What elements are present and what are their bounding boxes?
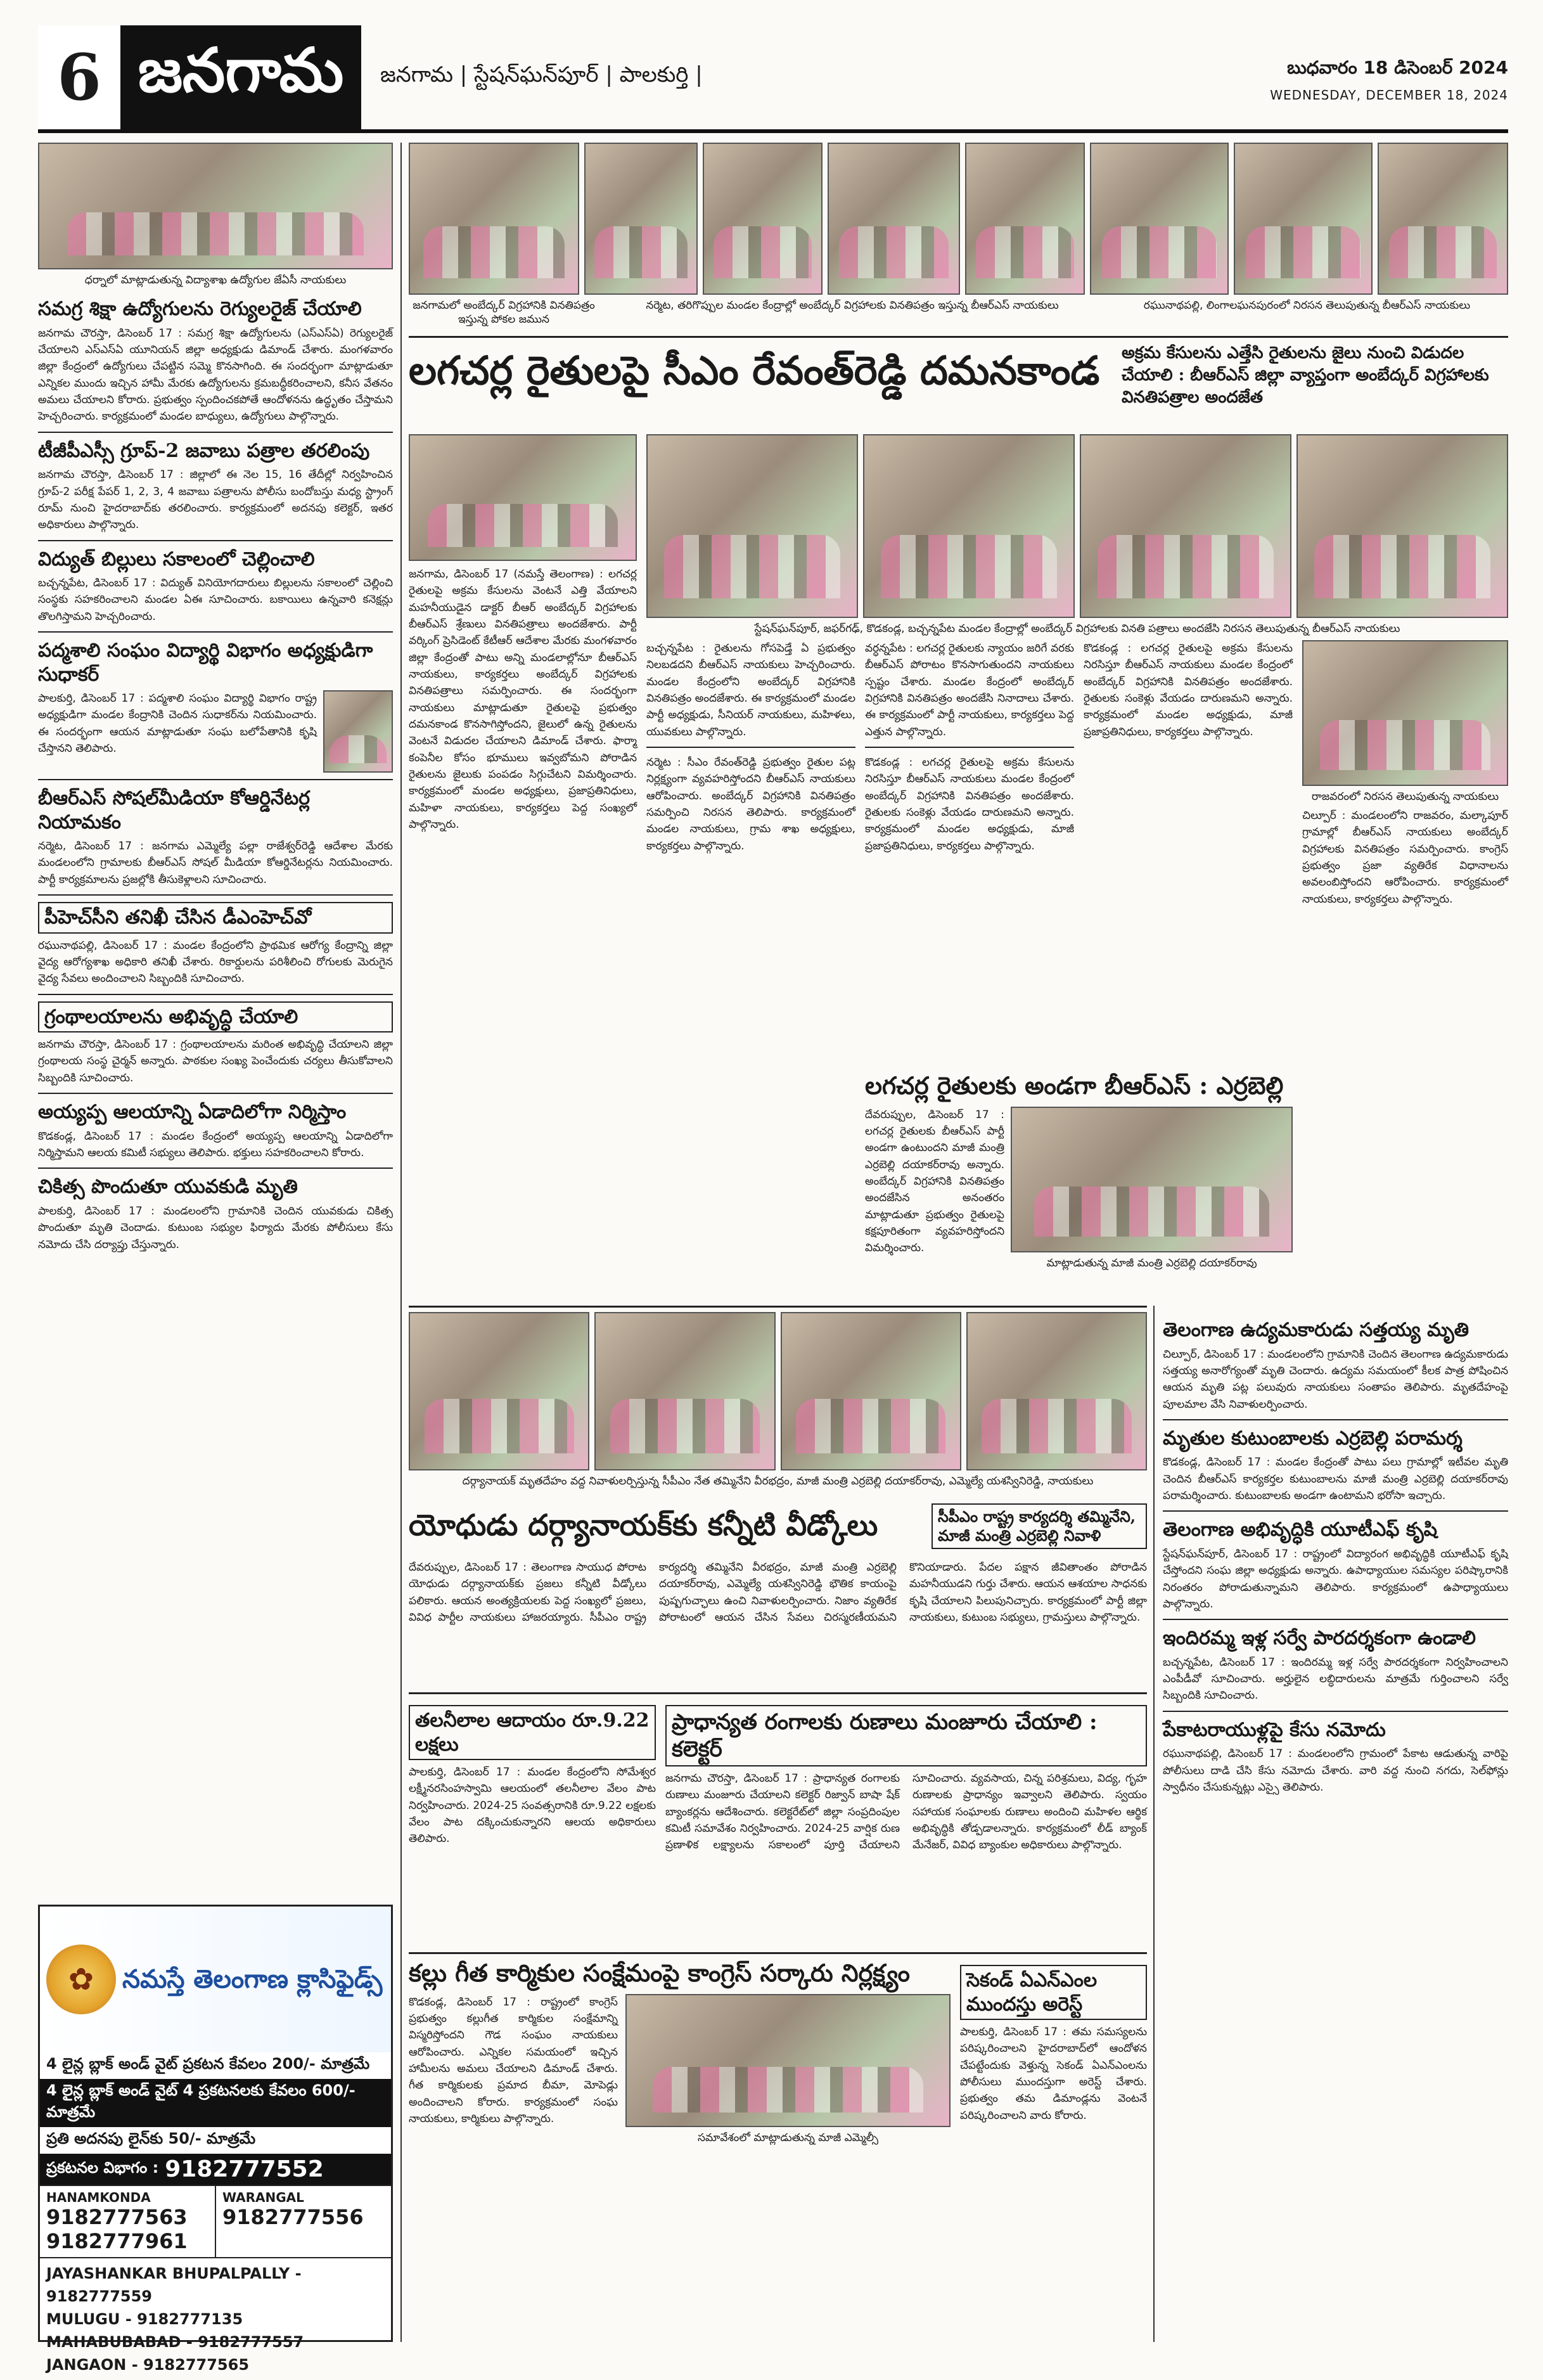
ad-offer: 4 లైన్ల బ్లాక్ అండ్ వైట్ 4 ప్రకటనలకు కేవలం 600/- మాత్రమే (40, 2079, 391, 2127)
lead-body: జనగామ, డిసెంబర్ 17 (నమస్తే తెలంగాణ) : లగచర్ల రైతులపై అక్రమ కేసులను వెంటనే ఎత్తి వేయాలని మహనీయుడైన డాక్టర్ బీఆర్ అంబేద్కర్ విగ్రహాలకు బీఆర్ఎస్ శ్రేణులు వినతిపత్రాలు అందజేశారు. పార్టీ వర్కింగ్ ప్రెసిడెంట్ కేటీఆర్ ఆదేశాల మేరకు మంగళవారం జిల్లా కేంద్రంతో పాటు అన్ని మండలాల్లోనూ బీఆర్ఎస్ నాయకులు, కార్యకర్తలు అంబేద్కర్ విగ్రహాలకు వినతిపత్రాలు సమర్పించారు. ఈ సందర్భంగా నాయకులు మాట్లాడుతూ రైతులపై ప్రభుత్వం దమనకాండ కొనసాగిస్తోందని, జైలులో ఉన్న రైతులను వెంటనే విడుదల చేయాలని డిమాండ్ చేశారు. ఫార్మా కంపెనీల కోసం భూములు ఇవ్వబోమని పోరాడిన రైతులను జైలుకు పంపడం సిగ్గుచేటని విమర్శించారు. కార్యక్రమంలో మండల అధ్యక్షులు, ప్రజాప్రతినిధులు, మహిళా నాయకులు, కార్యకర్తలు పెద్ద సంఖ్యలో పాల్గొన్నారు. (409, 568, 637, 832)
date-block (1128, 25, 1508, 129)
article-headline: తలనీలాల ఆదాయం రూ.9.22 లక్షలు (409, 1705, 656, 1760)
lead-side-headline: అక్రమ కేసులను ఎత్తేసి రైతులను జైలు నుంచి విడుదల చేయాలి : బీఆర్ఎస్ జిల్లా వ్యాప్తంగా అంబేద్కర్ విగ్రహాలకు వినతిపత్రాల అందజేత (1122, 344, 1489, 408)
article-body: చిల్పూర్, డిసెంబర్ 17 : మండలంలోని గ్రామానికి చెందిన తెలంగాణ ఉద్యమకారుడు సత్తయ్య అనారోగ్యంతో మృతి చెందారు. ఉద్యమ సమయంలో కీలక పాత్ర పోషించిన ఆయన మృతి పట్ల పలువురు నాయకులు సంతాపం తెలిపారు. మృతదేహంపై పూలమాల వేసి నివాళులర్పించారు. (1163, 1348, 1508, 1411)
photo-caption: సమావేశంలో మాట్లాడుతున్న మాజీ ఎమ్మెల్సీ (697, 2131, 878, 2144)
article-headline: పద్మశాలి సంఘం విద్యార్థి విభాగం అధ్యక్షుడిగా సుధాకర్ (38, 640, 373, 686)
photo-group (828, 143, 960, 295)
lead-body: వర్ధన్నపేట : లగచర్ల రైతులకు న్యాయం జరిగే వరకు బీఆర్ఎస్ పోరాటం కొనసాగుతుందని నాయకులు స్పష్టం చేశారు. మండల కేంద్రంలో అంబేద్కర్ విగ్రహానికి వినతిపత్రం అందజేసి నినాదాలు చేశారు. ఈ కార్యక్రమంలో పార్టీ నాయకులు, కార్యకర్తలు పెద్ద ఎత్తున పాల్గొన్నారు. (865, 642, 1074, 738)
article-headline: తెలంగాణ ఉద్యమకారుడు సత్తయ్య మృతి (1163, 1319, 1469, 1341)
ad-dept-phone: 9182777552 (165, 2156, 324, 2182)
article-headline: మృతుల కుటుంబాలకు ఎర్రబెల్లి పరామర్శ (1163, 1427, 1463, 1450)
article-headline: అయ్యప్ప ఆలయాన్ని ఏడాదిలోగా నిర్మిస్తాం (38, 1101, 347, 1124)
photo-group (1234, 143, 1373, 295)
article-headline: లగచర్ల రైతులకు అండగా బీఆర్ఎస్ : ఎర్రబెల్లి (865, 1071, 1284, 1100)
article-headline: సెకండ్ ఏఎన్‌ఎంల ముందస్తు అరెస్ట్ (960, 1965, 1147, 2020)
photo-caption: స్టేషన్‌ఘన్‌పూర్, జఫర్‌గఢ్, కొడకండ్ల, బచ్చన్నపేట మండల కేంద్రాల్లో అంబేద్కర్ విగ్రహాలకు వినతి పత్రాలు అందజేసి నిరసన తెలుపుతున్న బీఆర్ఎస్ నాయకులు (754, 622, 1400, 635)
photo-group (1090, 143, 1229, 295)
photo-group (1297, 434, 1508, 618)
photo-caption: రాజవరంలో నిరసన తెలుపుతున్న నాయకులు (1311, 790, 1499, 803)
ad-phone: 9182777556 (222, 2205, 364, 2229)
article-body: జనగామ చౌరస్తా, డిసెంబర్ 17 : ప్రాధాన్యత రంగాలకు రుణాలు మంజూరు చేయాలని కలెక్టర్ రిజ్వాన్ బాషా షేక్ బ్యాంకర్లను ఆదేశించారు. కలెక్టరేట్‌లో జిల్లా సంప్రదింపుల కమిటీ సమావేశం నిర్వహించారు. 2024-25 వార్షిక రుణ ప్రణాళిక లక్ష్యాలను సకాలంలో పూర్తి చేయాలని సూచించారు. వ్యవసాయ, చిన్న పరిశ్రమలు, విద్య, గృహ రుణాలకు ప్రాధాన్యం ఇవ్వాలని తెలిపారు. స్వయం సహాయక సంఘాలకు రుణాలు అందించి మహిళల ఆర్థిక అభివృద్ధికి తోడ్పడాలన్నారు. కార్యక్రమంలో లీడ్ బ్యాంక్ మేనేజర్, వివిధ బ్యాంకుల అధికారులు పాల్గొన్నారు. (665, 1772, 1147, 1852)
portrait-photo (323, 690, 393, 773)
collector-article (665, 1699, 1147, 1854)
toddy-article (409, 1959, 951, 2149)
article-headline: తెలంగాణ అభివృద్ధికి యూటీఎఫ్ కృషి (1163, 1519, 1438, 1541)
memorial-side-headline: సీపీఎం రాష్ట్ర కార్యదర్శి తమ్మినేని, మాజీ మంత్రి ఎర్రబెల్లి నివాళి (932, 1503, 1147, 1549)
photo-group (646, 434, 858, 618)
page-number: 6 (38, 25, 120, 129)
memorial-block (409, 1312, 1147, 1626)
article-headline: బీఆర్ఎస్ సోషల్‌మీడియా కోఆర్డినేటర్ల నియామకం (38, 787, 311, 833)
photo-group (863, 434, 1075, 618)
photo-caption: రఘునాథపల్లి, లింగాలఘనపురంలో నిరసన తెలుపుతున్న బీఆర్ఎస్ నాయకులు (1143, 299, 1471, 312)
photo-meeting (625, 1994, 951, 2127)
date-english: WEDNESDAY, DECEMBER 18, 2024 (1270, 87, 1508, 103)
ad-header (40, 1907, 391, 2052)
lead-text-column (409, 434, 637, 833)
article-body: రఘునాథపల్లి, డిసెంబర్ 17 : మండలంలోని గ్రామంలో పేకాట ఆడుతున్న వారిపై పోలీసులు దాడి చేసి కేసు నమోదు చేశారు. వారి వద్ద నుంచి నగదు, సెల్‌ఫోన్లు స్వాధీనం చేసుకున్నట్లు ఎస్సై తెలిపారు. (1163, 1747, 1508, 1794)
photo-rajavaram (1302, 640, 1508, 786)
masthead (38, 25, 1508, 133)
lead-headline: లగచర్ల రైతులపై సీఎం రేవంత్‌రెడ్డి దమనకాండ (409, 347, 1100, 394)
article-body: బచ్చన్నపేట, డిసెంబర్ 17 : విద్యుత్ వినియోగదారులు బిల్లులను సకాలంలో చెల్లించి సంస్థకు సహకరించాలని మండల ఏఈ సూచించారు. బకాయిలు ఉన్నవారి కనెక్షన్లు తొలగిస్తామని హెచ్చరించారు. (38, 577, 393, 623)
article-headline: సమగ్ర శిక్షా ఉద్యోగులను రెగ్యులరైజ్ చేయాలి (38, 298, 362, 321)
article-body: జనగామ చౌరస్తా, డిసెంబర్ 17 : గ్రంథాలయాలను మరింత అభివృద్ధి చేయాలని జిల్లా గ్రంథాలయ సంస్థ చైర్మన్ అన్నారు. పాఠకుల సంఖ్య పెంచేందుకు చర్యలు తీసుకోవాలని సిబ్బందికి సూచించారు. (38, 1038, 393, 1084)
photo-group (584, 143, 698, 295)
article-body: పాలకుర్తి, డిసెంబర్ 17 : మండల కేంద్రంలోని సోమేశ్వర లక్ష్మీనరసింహస్వామి ఆలయంలో తలనీలాల వేలం పాట నిర్వహించారు. 2024-25 సంవత్సరానికి రూ.9.22 లక్షలకు వేలం పాట దక్కించుకున్నారని ఆలయ అధికారులు తెలిపారు. (409, 1766, 656, 1846)
photo-group (1378, 143, 1508, 295)
photo-caption: ధర్నాలో మాట్లాడుతున్న విద్యాశాఖ ఉద్యోగుల జేఏసీ నాయకులు (84, 274, 347, 286)
photo-caption: నర్మెట, తరిగొప్పుల మండల కేంద్రాల్లో అంబేద్కర్ విగ్రహాలకు వినతిపత్రం ఇస్తున్న బీఆర్ఎస్ నాయకులు (646, 299, 1059, 312)
article-headline: ప్రాధాన్యత రంగాలకు రుణాలు మంజూరు చేయాలి : కలెక్టర్ (665, 1705, 1147, 1766)
article-headline: కల్లు గీత కార్మికుల సంక్షేమంపై కాంగ్రెస్ సర్కారు నిర్లక్ష్యం (409, 1959, 910, 1987)
photo-caption: మాట్లాడుతున్న మాజీ మంత్రి ఎర్రబెల్లి దయాకర్‌రావు (1046, 1256, 1257, 1270)
lead-body: నర్మెట : సీఎం రేవంత్‌రెడ్డి ప్రభుత్వం రైతుల పట్ల నిర్లక్ష్యంగా వ్యవహరిస్తోందని బీఆర్ఎస్ నాయకులు ఆరోపించారు. అంబేద్కర్ విగ్రహానికి వినతిపత్రం సమర్పించి నిరసన తెలిపారు. కార్యక్రమంలో మండల నాయకులు, గ్రామ శాఖ అధ్యక్షులు, కార్యకర్తలు పాల్గొన్నారు. (646, 756, 855, 852)
anm-article (960, 1959, 1147, 2124)
article-headline: పీహెచ్‌సీని తనిఖీ చేసిన డీఎంహెచ్‌వో (38, 902, 393, 934)
ad-phone: 9182777961 (46, 2229, 188, 2253)
article-body: జనగామ చౌరస్తా, డిసెంబర్ 17 : జిల్లాలో ఈ నెల 15, 16 తేదీల్లో నిర్వహించిన గ్రూప్-2 పరీక్ష పేపర్ 1, 2, 3, 4 జవాబు పత్రాలను పోలీసు బందోబస్తు మధ్య స్ట్రాంగ్ రూమ్ నుంచి హైదరాబాద్‌కు తరలించారు. కార్యక్రమంలో అదనపు కలెక్టర్, ఇతర అధికారులు పాల్గొన్నారు. (38, 468, 393, 532)
ad-district: JANGAON - 9182777565 (46, 2356, 250, 2374)
article-body: కొడకండ్ల, డిసెంబర్ 17 : మండల కేంద్రంలో అయ్యప్ప ఆలయాన్ని ఏడాదిలోగా నిర్మిస్తామని ఆలయ కమిటీ సభ్యులు తెలిపారు. భక్తులు సహకరించాలని కోరారు. (38, 1129, 393, 1159)
photo-memorial (594, 1312, 775, 1470)
article-headline: విద్యుత్ బిల్లులు సకాలంలో చెల్లించాలి (38, 548, 315, 570)
article-headline: టీజీపీఎస్సీ గ్రూప్-2 జవాబు పత్రాల తరలింపు (38, 439, 370, 462)
photo-memorial (966, 1312, 1147, 1470)
left-column (38, 143, 393, 1253)
article-body: రఘునాథపల్లి, డిసెంబర్ 17 : మండల కేంద్రంలోని ప్రాథమిక ఆరోగ్య కేంద్రాన్ని జిల్లా వైద్య ఆరోగ్యశాఖ అధికారి తనిఖీ చేశారు. రికార్డులను పరిశీలించి రోగులకు మెరుగైన వైద్య సేవలు అందించాలని సిబ్బందికి సూచించారు. (38, 939, 393, 986)
article-body: బచ్చన్నపేట, డిసెంబర్ 17 : ఇందిరమ్మ ఇళ్ల సర్వే పారదర్శకంగా నిర్వహించాలని ఎంపీడీవో సూచించారు. అర్హులైన లబ్ధిదారులను మాత్రమే గుర్తించాలని సర్వే సిబ్బందికి సూచించారు. (1163, 1656, 1508, 1702)
article-body: జనగామ చౌరస్తా, డిసెంబర్ 17 : సమగ్ర శిక్షా ఉద్యోగులను (ఎస్ఎస్ఏ) రెగ్యులరైజ్ చేయాలని ఎస్ఎస్ఏ యూనియన్ జిల్లా అధ్యక్షుడు డిమాండ్ చేశారు. మంగళవారం జిల్లా కేంద్రంలో ఉద్యోగులు చేపట్టిన సమ్మె కొనసాగింది. ఈ సందర్భంగా మాట్లాడుతూ ఎన్నికల ముందు ఇచ్చిన హామీ మేరకు ఉద్యోగులను క్రమబద్ధీకరించాలని, కనీస వేతనం అమలు చేయాలని కోరారు. ప్రభుత్వం స్పందించకపోతే ఆందోళనను ఉద్ధృతం చేస్తామని హెచ్చరించారు. కార్యక్రమంలో మండల బాధ్యులు, ఉద్యోగులు పాల్గొన్నారు. (38, 326, 393, 423)
ad-logo: ✿ (46, 1945, 116, 2014)
photo-ambedkar-statue (409, 143, 579, 295)
ad-city: WARANGAL (222, 2190, 304, 2205)
ad-district-list (40, 2257, 391, 2380)
lead-body: చిల్పూర్ : మండలంలోని రాజవరం, మల్కాపూర్ గ్రామాల్లో బీఆర్ఎస్ నాయకులు అంబేద్కర్ విగ్రహాలకు వినతిపత్రం సమర్పించారు. కాంగ్రెస్ ప్రభుత్వం ప్రజా వ్యతిరేక విధానాలను అవలంబిస్తోందని ఆరోపించారు. కార్యక్రమంలో నాయకులు, కార్యకర్తలు పాల్గొన్నారు. (1302, 809, 1508, 906)
article-body: పాలకుర్తి, డిసెంబర్ 17 : మండలంలోని గ్రామానికి చెందిన యువకుడు చికిత్స పొందుతూ మృతి చెందాడు. కుటుంబ సభ్యుల ఫిర్యాదు మేరకు పోలీసులు కేసు నమోదు చేసి దర్యాప్తు చేస్తున్నారు. (38, 1204, 393, 1251)
ad-district: MULUGU - 9182777135 (46, 2310, 243, 2328)
right-column (1163, 1312, 1508, 1796)
ad-district: JAYASHANKAR BHUPALPALLY - 9182777559 (46, 2265, 302, 2305)
ad-phone: 9182777563 (46, 2205, 188, 2229)
article-body: పాలకుర్తి, డిసెంబర్ 17 : తమ సమస్యలను పరిష్కరించాలని హైదరాబాద్‌లో ఆందోళన చేపట్టేందుకు వెళ్తున్న సెకండ్ ఏఎన్‌ఎంలను పోలీసులు ముందస్తుగా అరెస్ట్ చేశారు. ప్రభుత్వం తమ డిమాండ్లను వెంటనే పరిష్కరించాలని వారు కోరారు. (960, 2026, 1147, 2122)
article-headline: ఇందిరమ్మ ఇళ్ల సర్వే పారదర్శకంగా ఉండాలి (1163, 1627, 1476, 1650)
top-photo-strip (409, 143, 1508, 339)
lead-body: కొడకండ్ల : లగచర్ల రైతులపై అక్రమ కేసులను నిరసిస్తూ బీఆర్ఎస్ నాయకులు మండల కేంద్రంలో అంబేద్కర్ విగ్రహానికి వినతిపత్రం అందజేశారు. రైతులకు సంకెళ్లు వేయడం దారుణమని అన్నారు. కార్యక్రమంలో మండల అధ్యక్షుడు, మాజీ ప్రజాప్రతినిధులు, కార్యకర్తలు పాల్గొన్నారు. (1084, 642, 1293, 738)
photo-group (1080, 434, 1291, 618)
classifieds-ad (38, 1905, 393, 2374)
article-body: నర్మెట, డిసెంబర్ 17 : జనగామ ఎమ్మెల్యే పల్లా రాజేశ్వర్‌రెడ్డి ఆదేశాల మేరకు మండలంలోని గ్రామాలకు బీఆర్ఎస్ సోషల్ మీడియా కోఆర్డినేటర్లను నియమించారు. పార్టీ కార్యక్రమాలను ప్రజల్లోకి తీసుకెళ్లాలని సూచించారు. (38, 840, 393, 886)
lead-col (865, 640, 1074, 854)
article-body: కొడకండ్ల, డిసెంబర్ 17 : రాష్ట్రంలో కాంగ్రెస్ ప్రభుత్వం కల్లుగీత కార్మికుల సంక్షేమాన్ని విస్మరిస్తోందని గౌడ సంఘం నాయకులు ఆరోపించారు. ఎన్నికల సమయంలో ఇచ్చిన హామీలను అమలు చేయాలని డిమాండ్ చేశారు. గీత కార్మికులకు ప్రమాద బీమా, మోపెడ్లు అందించాలని కోరారు. కార్యక్రమంలో సంఘ నాయకులు, కార్మికులు పాల్గొన్నారు. (409, 1995, 618, 2125)
photo-errabelli (1011, 1107, 1293, 1252)
memorial-body: దేవరుప్పుల, డిసెంబర్ 17 : తెలంగాణ సాయుధ పోరాట యోధుడు దర్గ్యానాయక్‌కు ప్రజలు కన్నీటి వీడ్కోలు పలికారు. ఆయన అంత్యక్రియలకు పెద్ద సంఖ్యలో ప్రజలు, వివిధ పార్టీల నాయకులు హాజరయ్యారు. సీపీఎం రాష్ట్ర కార్యదర్శి తమ్మినేని వీరభద్రం, మాజీ మంత్రి ఎర్రబెల్లి దయాకర్‌రావు, ఎమ్మెల్యే యశస్వినిరెడ్డి భౌతిక కాయంపై పుష్పగుచ్ఛాలు ఉంచి నివాళులర్పించారు. నిజాం వ్యతిరేక పోరాటంలో ఆయన చేసిన సేవలు చిరస్మరణీయమని కొనియాడారు. పేదల పక్షాన జీవితాంతం పోరాడిన మహనీయుడని గుర్తు చేశారు. ఆయన ఆశయాల సాధనకు కృషి చేయాలని పిలుపునిచ్చారు. కార్యక్రమంలో పార్టీ జిల్లా నాయకులు, కుటుంబ సభ్యులు, గ్రామస్తులు పాల్గొన్నారు. (409, 1561, 1147, 1624)
lead-photo-block (646, 434, 1508, 640)
ad-dept (40, 2154, 391, 2185)
ad-offer: ప్రతి అదనపు లైన్‌కు 50/- మాత్రమే (46, 2130, 256, 2147)
ad-title: నమస్తే తెలంగాణ క్లాసిఫైడ్స్ (122, 1964, 383, 1994)
ad-dept-label: ప్రకటనల విభాగం : (46, 2158, 159, 2177)
lead-body: కొడకండ్ల : లగచర్ల రైతులపై అక్రమ కేసులను నిరసిస్తూ బీఆర్ఎస్ నాయకులు మండల కేంద్రంలో అంబేద్కర్ విగ్రహానికి వినతిపత్రం అందజేశారు. రైతులకు సంకెళ్లు వేయడం దారుణమని అన్నారు. కార్యక్రమంలో మండల అధ్యక్షుడు, మాజీ ప్రజాప్రతినిధులు, కార్యకర్తలు పాల్గొన్నారు. (865, 756, 1074, 852)
article-headline: గ్రంథాలయాలను అభివృద్ధి చేయాలి (38, 1001, 393, 1033)
hair-auction-article (409, 1699, 656, 1848)
photo-memorial (409, 1312, 589, 1470)
ad-contacts (40, 2185, 391, 2257)
memorial-headline: యోధుడు దర్గ్యానాయక్‌కు కన్నీటి వీడ్కోలు (409, 1507, 878, 1542)
photo-group (703, 143, 823, 295)
photo-caption: జనగామలో అంబేద్కర్ విగ్రహానికి వినతిపత్రం ఇస్తున్న పోకల జమున (413, 299, 595, 326)
article-body: దేవరుప్పుల, డిసెంబర్ 17 : లగచర్ల రైతులకు బీఆర్ఎస్ పార్టీ అండగా ఉంటుందని మాజీ మంత్రి ఎర్రబెల్లి దయాకర్‌రావు అన్నారు. అంబేద్కర్ విగ్రహానికి వినతిపత్రం అందజేసిన అనంతరం మాట్లాడుతూ ప్రభుత్వం రైతులపై కక్షపూరితంగా వ్యవహరిస్తోందని విమర్శించారు. (865, 1108, 1004, 1255)
photo-caption: దర్గ్యానాయక్ మృతదేహం వద్ద నివాళులర్పిస్తున్న సీపీఎం నేత తమ్మినేని వీరభద్రం, మాజీ మంత్రి ఎర్రబెల్లి దయాకర్‌రావు, ఎమ్మెల్యే యశస్వినిరెడ్డి, నాయకులు (462, 1475, 1094, 1488)
section-title: జనగామ (120, 25, 361, 129)
photo-protest (38, 143, 393, 269)
errabelli-article (865, 1071, 1293, 1274)
ad-offer: 4 లైన్ల బ్లాక్ అండ్ వైట్ ప్రకటన కేవలం 200/- మాత్రమే (46, 2055, 370, 2073)
ad-district: MAHABUBABAD - 9182777557 (46, 2333, 304, 2351)
photo-memorial (781, 1312, 961, 1470)
article-headline: చికిత్స పొందుతూ యువకుడి మృతి (38, 1176, 298, 1199)
article-body: కొడకండ్ల, డిసెంబర్ 17 : మండల కేంద్రంతో పాటు పలు గ్రామాల్లో ఇటీవల మృతి చెందిన బీఆర్ఎస్ కార్యకర్తల కుటుంబాలను మాజీ మంత్రి ఎర్రబెల్లి దయాకర్‌రావు పరామర్శించారు. కుటుంబాలకు అండగా ఉంటామని భరోసా ఇచ్చారు. (1163, 1456, 1508, 1503)
lead-body: బచ్చన్నపేట : రైతులను గోసపెడ్తే ఏ ప్రభుత్వం నిలబడదని బీఆర్ఎస్ నాయకులు హెచ్చరించారు. మండల కేంద్రంలోని అంబేద్కర్ విగ్రహానికి వినతిపత్రం అందజేశారు. ఈ కార్యక్రమంలో మండల పార్టీ అధ్యక్షుడు, సీనియర్ నాయకులు, మహిళలు, యువకులు పాల్గొన్నారు. (646, 642, 855, 738)
article-body: పాలకుర్తి, డిసెంబర్ 17 : పద్మశాలి సంఘం విద్యార్థి విభాగం రాష్ట్ర అధ్యక్షుడిగా మండల కేంద్రానికి చెందిన సుధాకర్‌ను నియమించారు. ఈ సందర్భంగా ఆయన మాట్లాడుతూ సంఘ బలోపేతానికి కృషి చేస్తానని తెలిపారు. (38, 692, 317, 756)
date-telugu: బుధవారం 18 డిసెంబర్ 2024 (1287, 57, 1508, 78)
photo-leader (409, 434, 637, 561)
article-body: స్టేషన్‌ఘన్‌పూర్, డిసెంబర్ 17 : రాష్ట్రంలో విద్యారంగ అభివృద్ధికి యూటీఎఫ్ కృషి చేస్తోందని సంఘ జిల్లా అధ్యక్షుడు అన్నారు. ఉపాధ్యాయుల సమస్యల పరిష్కారానికి నిరంతరం పోరాడుతున్నామని తెలిపారు. కార్యక్రమంలో ఉపాధ్యాయులు పాల్గొన్నారు. (1163, 1547, 1508, 1611)
ad-city: HANAMKONDA (46, 2190, 151, 2205)
article-headline: పేకాటరాయుళ్లపై కేసు నమోదు (1163, 1718, 1386, 1741)
photo-group (965, 143, 1085, 295)
lead-col (1302, 640, 1508, 908)
lead-col (1084, 640, 1293, 740)
localities: జనగామ | స్టేషన్‌ఘన్‌పూర్ | పాలకుర్తి | (380, 62, 703, 87)
lead-col (646, 640, 855, 854)
